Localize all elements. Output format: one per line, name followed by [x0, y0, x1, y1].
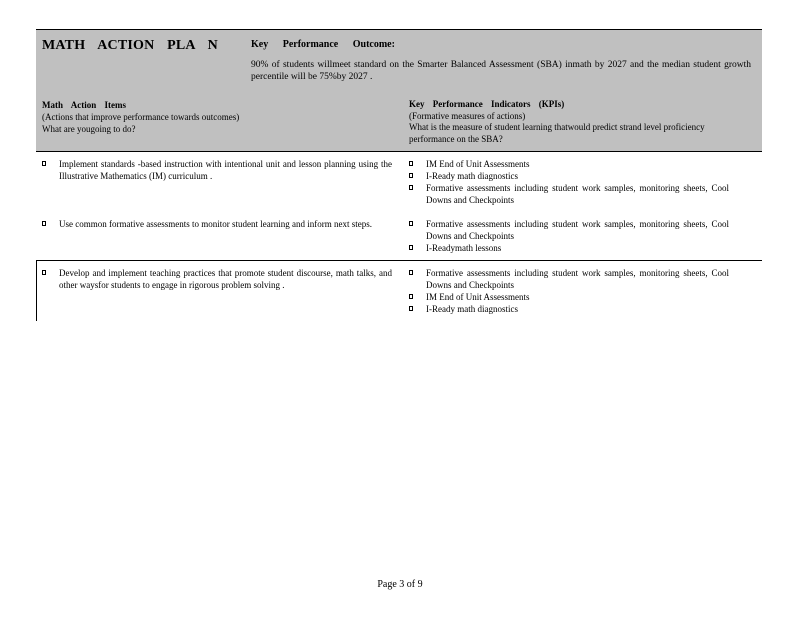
kpi-text: I-Readymath lessons	[426, 243, 502, 253]
action-text: Implement standards -based instruction with intentional unit and lesson planning using the Illustrative Mathematics (IM) curriculum .	[59, 159, 392, 181]
key-performance-outcome-label: Key Performance Outcome:	[251, 39, 395, 50]
kpi-subtitle: (Formative measures of actions)	[409, 110, 526, 121]
list-item	[409, 303, 729, 315]
square-bullet-icon	[409, 221, 413, 226]
kpi-cell	[409, 267, 729, 315]
action-items-header	[42, 99, 382, 135]
page-number: Page 3 of 9	[377, 579, 423, 590]
square-bullet-icon	[409, 173, 413, 178]
square-bullet-icon	[409, 161, 413, 166]
kpi-text: IM End of Unit Assessments	[426, 292, 530, 302]
list-item	[42, 267, 392, 291]
list-item	[409, 242, 729, 254]
square-bullet-icon	[409, 306, 413, 311]
list-item	[409, 182, 729, 206]
kpi-header	[409, 99, 729, 145]
kpi-text: I-Ready math diagnostics	[426, 171, 518, 181]
kpi-text: Formative assessments including student work samples, monitoring sheets, Cool Downs and Checkpoints	[426, 183, 729, 205]
square-bullet-icon	[409, 245, 413, 250]
kpi-text: Formative assessments including student work samples, monitoring sheets, Cool Downs and Checkpoints	[426, 268, 729, 290]
list-item	[409, 158, 729, 170]
action-items-subtitle: (Actions that improve performance towards outcomes)	[42, 112, 240, 122]
kpi-text: IM End of Unit Assessments	[426, 159, 530, 169]
kpi-cell	[409, 218, 729, 254]
kpi-question: What is the measure of student learning thatwould predict strand level proficiency performance on the SBA?	[409, 122, 705, 144]
kpi-title: Key Performance Indicators (KPIs)	[409, 99, 565, 109]
action-text: Use common formative assessments to monitor student learning and inform next steps.	[59, 219, 372, 229]
table-row	[36, 261, 762, 321]
list-item	[42, 158, 392, 182]
list-item	[409, 218, 729, 242]
action-items-question: What are yougoing to do?	[42, 124, 136, 134]
page-title: MATH ACTION PLA N	[42, 38, 218, 53]
column-headers	[36, 94, 762, 152]
action-text: Develop and implement teaching practices that promote student discourse, math talks, and other waysfor students to engage in rigorous problem solving .	[59, 268, 392, 290]
square-bullet-icon	[409, 270, 413, 275]
plan-header	[36, 29, 762, 95]
square-bullet-icon	[409, 294, 413, 299]
kpi-cell	[409, 158, 729, 206]
table-row	[36, 152, 762, 261]
list-item	[409, 170, 729, 182]
action-cell	[42, 267, 392, 291]
square-bullet-icon	[42, 221, 46, 226]
list-item	[409, 267, 729, 291]
key-performance-outcome-text: 90% of students willmeet standard on the Smarter Balanced Assessment (SBA) inmath by 2027 and the median student growth percentile will be 75%by 2027 .	[251, 60, 751, 82]
action-cell	[42, 218, 392, 230]
action-cell	[42, 158, 392, 182]
square-bullet-icon	[42, 161, 46, 166]
kpi-text: I-Ready math diagnostics	[426, 304, 518, 314]
kpi-text: Formative assessments including student work samples, monitoring sheets, Cool Downs and Checkpoints	[426, 219, 729, 241]
action-items-title: Math Action Items	[42, 100, 126, 110]
square-bullet-icon	[42, 270, 46, 275]
list-item	[42, 218, 392, 230]
square-bullet-icon	[409, 185, 413, 190]
list-item	[409, 291, 729, 303]
